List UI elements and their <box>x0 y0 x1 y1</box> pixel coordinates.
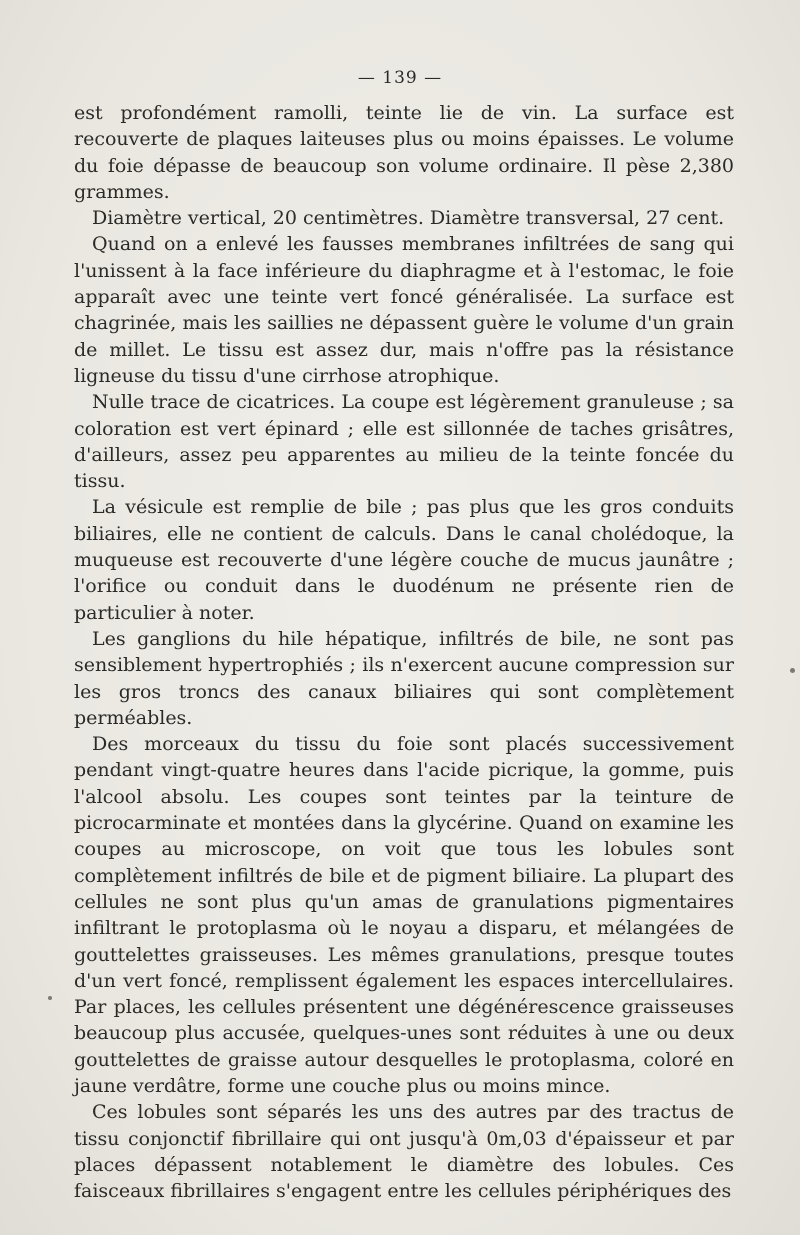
paragraph-8: Ces lobules sont séparés les uns des autres par des tractus de tissu conjonctif fibrillaire qui ont jusqu'à 0m,03 d'épaisseur et par places dépassent notablement le diamètre des lobules. Ces faisceaux fibrillaires s'engagent entre les cellules périphériques des <box>74 1101 734 1203</box>
paragraph-6: Les ganglions du hile hépatique, infiltrés de bile, ne sont pas sensiblement hypertrophiés ; ils n'exercent aucune compression sur les gros troncs des canaux biliaires qui sont complètement perméables. <box>74 627 734 729</box>
ink-speck <box>790 668 795 673</box>
paragraph-7: Des morceaux du tissu du foie sont placés successivement pendant vingt-quatre heures dans l'acide picrique, la gomme, puis l'alcool absolu. Les coupes sont teintes par la teinture de picrocarminate et montées dans la glycérine. Quand on examine les coupes au microscope, on voit que tous les lobules sont complètement infiltrés de bile et de pigment biliaire. La plupart des cellules ne sont plus qu'un amas de granulations pigmentaires infiltrant le protoplasma où le noyau a disparu, et mélangées de gouttelettes graisseuses. Les mêmes granulations, presque toutes d'un vert foncé, remplissent également les espaces intercellulaires. Par places, les cellules présentent une dégénérescence graisseuses beaucoup plus accusée, quelques-unes sont réduites à une ou deux gouttelettes de graisse autour desquelles le protoplasma, coloré en jaune verdâtre, forme une couche plus ou moins mince. <box>74 733 734 1097</box>
paragraph-2: Diamètre vertical, 20 centimètres. Diamètre transversal, 27 cent. <box>92 207 725 230</box>
paragraph-3: Quand on a enlevé les fausses membranes infiltrées de sang qui l'unissent à la face inférieure du diaphragme et à l'estomac, le foie apparaît avec une teinte vert foncé généralisée. La surface est chagrinée, mais les saillies ne dépassent guère le volume d'un grain de millet. Le tissu est assez dur, mais n'offre pas la résistance ligneuse du tissu d'une cirrhose atrophique. <box>74 233 734 387</box>
page-number: — 139 — <box>357 68 443 88</box>
paragraph-5: La vésicule est remplie de bile ; pas plus que les gros conduits biliaires, elle ne contient de calculs. Dans le canal cholédoque, la muqueuse est recouverte d'une légère couche de mucus jaunâtre ; l'orifice ou conduit dans le duodénum ne présente rien de particulier à noter. <box>74 496 734 624</box>
body-text <box>74 100 734 1204</box>
paragraph-4: Nulle trace de cicatrices. La coupe est légèrement granuleuse ; sa coloration est vert épinard ; elle est sillonnée de taches grisâtres, d'ailleurs, assez peu apparentes au milieu de la teinte foncée du tissu. <box>74 391 734 493</box>
paragraph-1: est profondément ramolli, teinte lie de vin. La surface est recouverte de plaques laiteuses plus ou moins épaisses. Le volume du foie dépasse de beaucoup son volume ordinaire. Il pèse 2,380 grammes. <box>74 102 734 203</box>
ink-speck <box>48 996 52 1000</box>
